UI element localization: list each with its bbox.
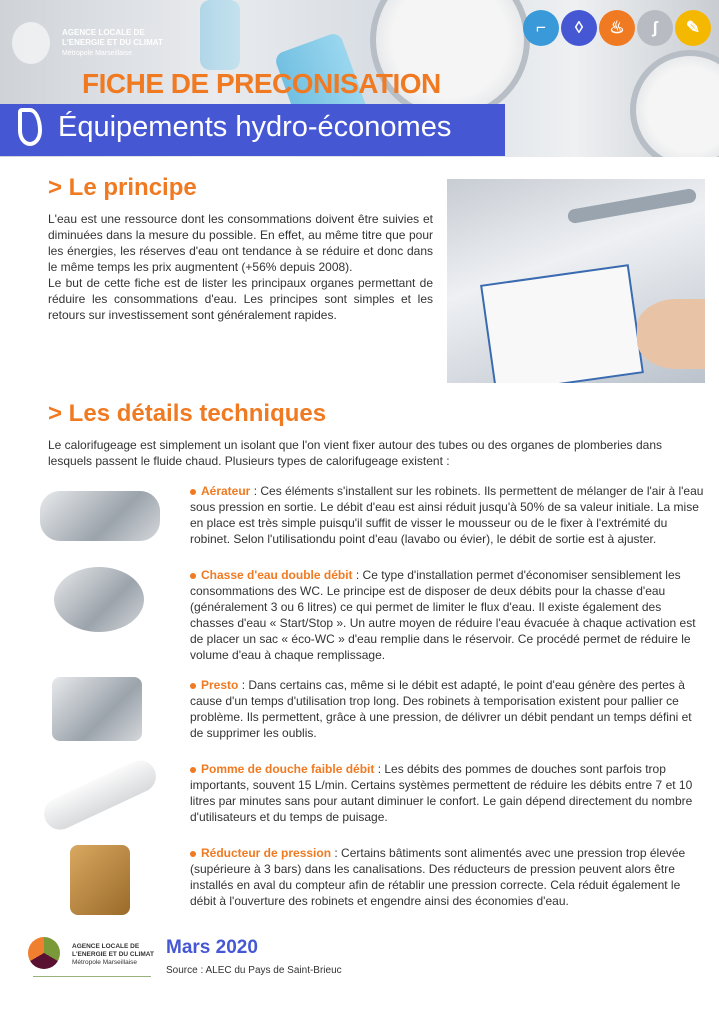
item-row bbox=[40, 677, 705, 747]
theme-icons bbox=[523, 10, 711, 46]
header-banner bbox=[0, 0, 719, 157]
item-presto bbox=[190, 677, 705, 741]
agency-name-line: L'ENERGIE ET DU CLIMAT bbox=[62, 38, 163, 47]
principe-section bbox=[48, 173, 705, 389]
bullet-icon bbox=[190, 573, 196, 579]
section-heading-principe: > Le principe bbox=[48, 174, 197, 201]
pipe-image bbox=[200, 0, 240, 70]
bullet-icon bbox=[190, 683, 196, 689]
water-drop-icon: ◊ bbox=[561, 10, 597, 46]
item-reducteur-pression bbox=[190, 845, 705, 909]
lightbulb-icon: ✎ bbox=[675, 10, 711, 46]
footer-agency-logo bbox=[28, 937, 153, 977]
item-row bbox=[40, 483, 705, 553]
bullet-icon bbox=[190, 767, 196, 773]
footer bbox=[0, 929, 719, 999]
item-row bbox=[40, 845, 705, 915]
document-kicker: FICHE DE PRECONISATION bbox=[82, 68, 441, 99]
faucet-clipboard-photo bbox=[447, 179, 705, 383]
agency-name-line: AGENCE LOCALE DE bbox=[72, 943, 140, 950]
item-label: Pomme de douche faible débit bbox=[201, 762, 375, 776]
paragraph-2: Le but de cette fiche est de lister les principaux organes permettant de réduire les consommations d'eau. Les principes sont simples et les retours sur investissement sont généralement rapides. bbox=[48, 276, 433, 322]
source-credit: Source : ALEC du Pays de Saint-Brieuc bbox=[166, 965, 342, 976]
item-text: : Dans certains cas, même si le débit est adapté, le point d'eau génère des pertes à cause d'un temps d'utilisation trop long. Des robinets à temporisation existent pour pallier ce problème. Ils permettent, grâce à une pression, de délivrer un débit pendant un temps défini et de supprimer les oublis. bbox=[190, 678, 692, 740]
faucet-icon: ⌐ bbox=[523, 10, 559, 46]
agency-name-line: L'ENERGIE ET DU CLIMAT bbox=[72, 951, 154, 958]
pipe-icon: ʃ bbox=[637, 10, 673, 46]
gauge-image bbox=[370, 0, 530, 120]
item-row bbox=[40, 761, 705, 831]
item-text: : Les débits des pommes de douches sont parfois trop importants, souvent 15 L/min. Certains systèmes permettent de réduire les débits entre 7 et 10 litres par minutes sans pour autant diminuer le confort. Le gain dépend directement du nombre d'utilisateurs et du temps de puisage. bbox=[190, 762, 693, 824]
bullet-icon bbox=[190, 489, 196, 495]
shower-head-image bbox=[39, 755, 161, 835]
item-label: Chasse d'eau double débit bbox=[201, 568, 353, 582]
flame-icon: ♨ bbox=[599, 10, 635, 46]
logo-mark bbox=[28, 937, 60, 969]
item-text: : Certains bâtiments sont alimentés avec une pression trop élevée (supérieure à 3 bars) dans les canalisations. Des réducteurs de pression peuvent alors être installés en aval du compteur afin de rétablir une pression correcte. Cela réduit également le débit à l'ouverture des robinets et engendre ainsi des économies d'eau. bbox=[190, 846, 686, 908]
aerator-image bbox=[40, 491, 160, 541]
logo-mark bbox=[12, 22, 50, 64]
agency-name-line: AGENCE LOCALE DE bbox=[62, 28, 145, 37]
paragraph-1: L'eau est une ressource dont les consommations doivent être suivies et diminuées dans la mesure du possible. En effet, au même titre que pour les énergies, les réserves d'eau ont tendance à se réduire et donc dans le même temps les prix augmentent (+56% depuis 2008). bbox=[48, 212, 433, 274]
details-section bbox=[48, 399, 705, 915]
item-chasse-eau bbox=[190, 567, 705, 663]
presto-faucet-image bbox=[52, 677, 142, 741]
pressure-reducer-image bbox=[70, 845, 130, 915]
item-text: : Ces éléments s'installent sur les robinets. Ils permettent de mélanger de l'air à l'eau sous pression en sortie. Le débit d'eau est ainsi réduit jusqu'à 50% de sa valeur initiale. La mise en place est très simple puisqu'il suffit de visser le mousseur ou de le fixer à l'extrémité du robinet. Selon l'utilisationdu point d'eau (lavabo ou évier), le débit de sortie est à ajuster. bbox=[190, 484, 704, 546]
main-content bbox=[0, 157, 719, 915]
bullet-icon bbox=[190, 851, 196, 857]
agency-subtitle: Métropole Marseillaise bbox=[72, 959, 138, 966]
item-row bbox=[40, 567, 705, 663]
item-aerateur bbox=[190, 483, 705, 547]
publication-date: Mars 2020 bbox=[166, 937, 258, 958]
title-band bbox=[0, 104, 505, 156]
agency-subtitle: Métropole Marseillaise bbox=[62, 50, 133, 57]
agency-logo bbox=[12, 22, 172, 66]
item-pomme-douche bbox=[190, 761, 705, 825]
item-label: Réducteur de pression bbox=[201, 846, 332, 860]
item-label: Presto bbox=[201, 678, 239, 692]
item-text: : Ce type d'installation permet d'économiser sensiblement les consommations des WC. Le principe est de disposer de deux débits pour la chasse d'eau (généralement 3 ou 6 litres) ce qui permet de limiter le flux d'eau. Il existe également des chasses d'eau « Start/Stop ». Un autre moyen de réduire l'eau évacuée à chaque activation est de placer un sac « éco-WC » d'eau remplie dans le réservoir. Ce procédé permet de réduire le volume d'eau à chaque remplissage. bbox=[190, 568, 696, 662]
item-label: Aérateur bbox=[201, 484, 251, 498]
gauge-image bbox=[630, 50, 719, 157]
details-intro: Le calorifugeage est simplement un isolant que l'on vient fixer autour des tubes ou des organes de plomberies dans lesquels passent le fluide chaud. Plusieurs types de calorifugeage existent : bbox=[48, 438, 663, 468]
water-drop-icon bbox=[18, 108, 42, 146]
page-title: Équipements hydro-économes bbox=[58, 111, 452, 143]
dual-flush-image bbox=[54, 567, 144, 632]
section-heading-details: > Les détails techniques bbox=[48, 400, 327, 427]
